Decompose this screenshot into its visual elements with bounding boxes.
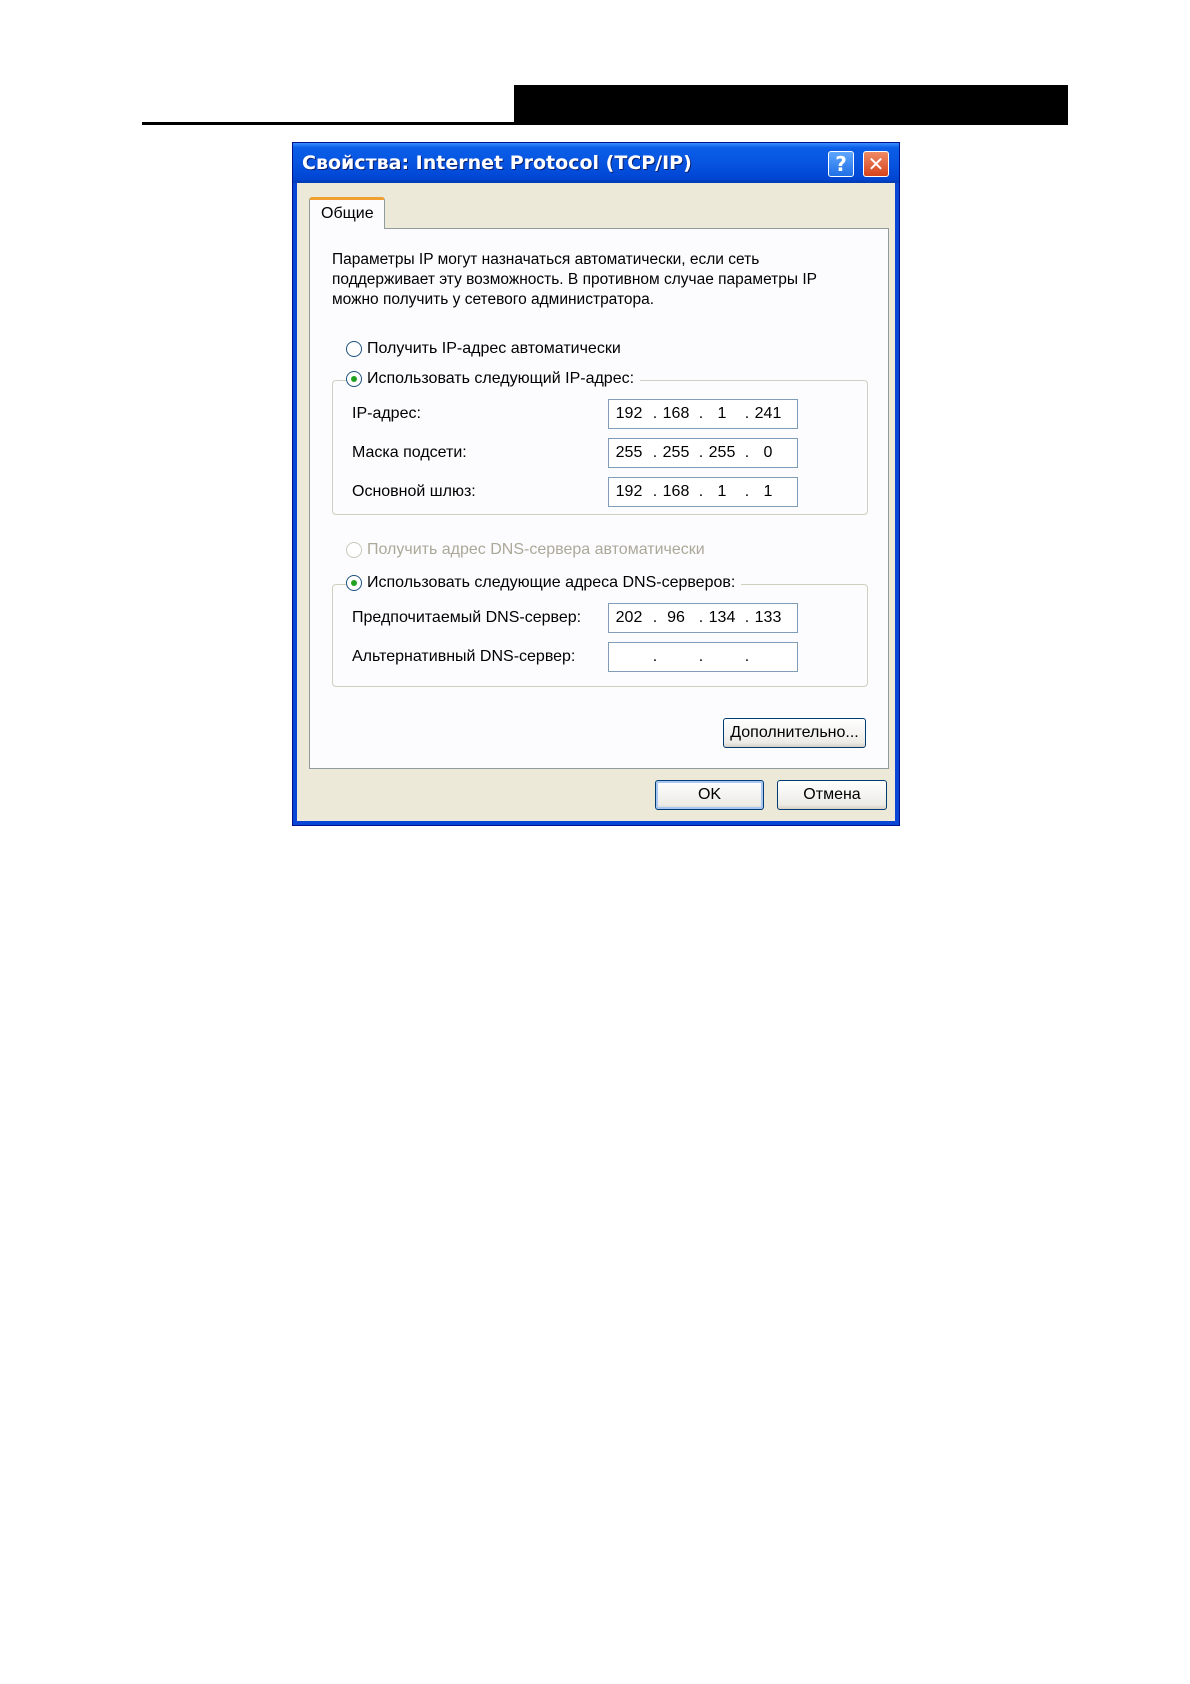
ip-octet: 241 [754, 405, 782, 422]
dialog-title: Свойства: Internet Protocol (TCP/IP) [302, 152, 692, 174]
alternate-dns-field[interactable] [608, 642, 798, 672]
ip-dot: . [698, 405, 704, 422]
ip-octet: 133 [754, 609, 782, 626]
ip-dot: . [698, 483, 704, 500]
ip-octet: 0 [763, 444, 773, 461]
dns-auto-label: Получить адрес DNS-сервера автоматически [367, 541, 705, 558]
ip-auto-label: Получить IP-адрес автоматически [367, 340, 621, 357]
dns-manual-label: Использовать следующие адреса DNS-серверов: [367, 574, 736, 591]
description-text: Параметры IP могут назначаться автоматически, если сеть поддерживает эту возможность. В противном случае параметры IP можно получить у сетевого администратора. [332, 251, 817, 308]
ip-dot: . [698, 444, 704, 461]
ip-dot: . [652, 648, 658, 665]
ip-address-field[interactable] [608, 399, 798, 429]
ip-manual-radio[interactable] [346, 371, 362, 387]
preferred-dns-label: Предпочитаемый DNS-сервер: [352, 609, 582, 626]
gateway-field[interactable] [608, 477, 798, 507]
ip-dot: . [652, 444, 658, 461]
ip-manual-option[interactable] [346, 370, 640, 388]
tab-general[interactable] [309, 197, 385, 229]
ip-octet: 1 [717, 405, 727, 422]
tcpip-properties-dialog [292, 142, 900, 826]
ip-octet: 1 [763, 483, 773, 500]
ip-octet: 192 [615, 483, 643, 500]
page-header-rule [142, 122, 1068, 125]
subnet-mask-field[interactable] [608, 438, 798, 468]
subnet-mask-label: Маска подсети: [352, 444, 467, 461]
ip-octet: 255 [615, 444, 643, 461]
page-header-bar [514, 85, 1068, 125]
ip-dot: . [652, 609, 658, 626]
ok-button[interactable]: OK [655, 780, 764, 810]
ip-address-label: IP-адрес: [352, 405, 421, 422]
ip-octet: 1 [717, 483, 727, 500]
help-button[interactable] [828, 151, 854, 177]
ip-octet: 168 [662, 483, 690, 500]
dialog-client-area [297, 183, 895, 821]
ip-octet: 255 [708, 444, 736, 461]
help-icon: ? [835, 152, 847, 176]
ip-manual-label: Использовать следующий IP-адрес: [367, 370, 635, 387]
ip-octet: 192 [615, 405, 643, 422]
ip-dot: . [652, 483, 658, 500]
preferred-dns-field[interactable] [608, 603, 798, 633]
ip-octet: 96 [667, 609, 685, 626]
alternate-dns-label: Альтернативный DNS-сервер: [352, 648, 576, 665]
ip-dot: . [744, 444, 750, 461]
ip-dot: . [744, 483, 750, 500]
ip-octet: 134 [708, 609, 736, 626]
dns-auto-radio [346, 542, 362, 558]
gateway-label: Основной шлюз: [352, 483, 476, 500]
ip-dot: . [698, 609, 704, 626]
cancel-button[interactable]: Отмена [777, 780, 887, 810]
title-bar[interactable] [293, 143, 899, 183]
ip-dot: . [698, 648, 704, 665]
dns-manual-radio[interactable] [346, 575, 362, 591]
dns-manual-option[interactable] [346, 574, 741, 592]
close-button[interactable] [863, 151, 889, 177]
ip-dot: . [652, 405, 658, 422]
advanced-button[interactable]: Дополнительно... [723, 718, 866, 748]
dns-auto-option [346, 541, 711, 559]
ip-auto-option[interactable] [346, 340, 627, 358]
general-tab-panel [309, 228, 889, 769]
close-icon: ✕ [867, 152, 885, 176]
ip-dot: . [744, 405, 750, 422]
ip-dot: . [744, 609, 750, 626]
ip-dot: . [744, 648, 750, 665]
ip-octet: 202 [615, 609, 643, 626]
ip-octet: 168 [662, 405, 690, 422]
tab-general-label: Общие [321, 205, 374, 222]
ip-octet: 255 [662, 444, 690, 461]
ip-auto-radio[interactable] [346, 341, 362, 357]
